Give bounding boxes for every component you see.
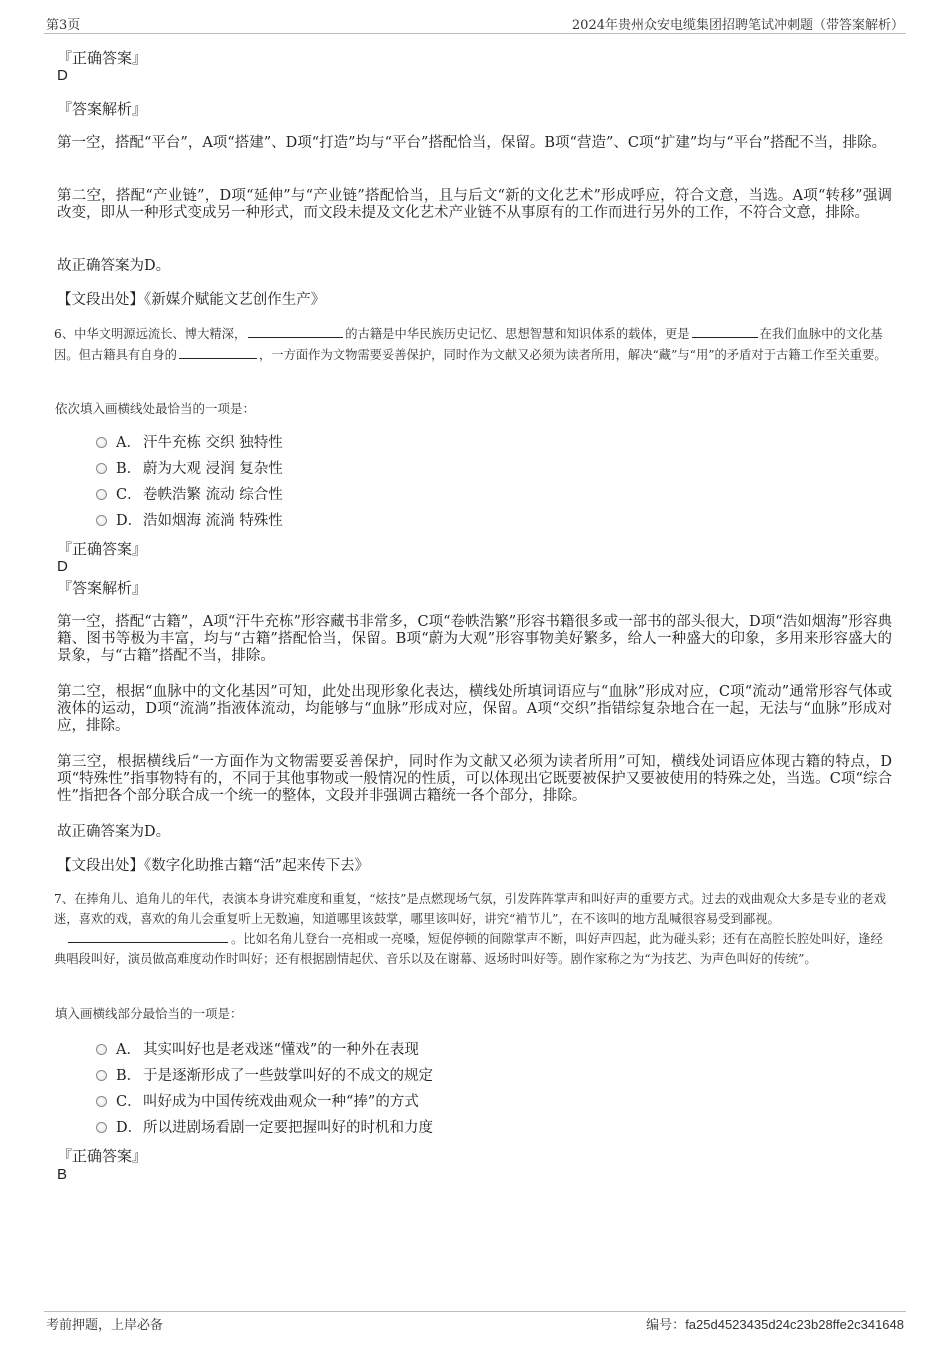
- option-d[interactable]: D．浩如烟海 流淌 特殊性: [96, 511, 283, 531]
- analysis-paragraph: 第二空，搭配“产业链”，D项“延伸”与“产业链”搭配恰当，且与后文“新的文化艺术”形成呼应，符合文意，当选。A项“转移”强调改变，即从一种形式变成另一种形式，而文段未提及文化艺术产业链不从事原有的工作而进行另外的工作，不符合文意，排除。: [57, 188, 892, 221]
- question-stem: 7、在捧角儿、追角儿的年代，表演本身讲究难度和重复，“炫技”是点燃现场气氛，引发阵阵掌声和叫好声的重要方式。过去的戏曲观众大多是专业的老戏迷，喜欢的戏，喜欢的角儿会重复听上无数遍，知道哪里该鼓掌，哪里该叫好，讲究“褃节儿”，在不该叫的地方乱喊很容易受到鄙视。。比如名角儿登台一亮相或一亮嗓，短促停顿的间隙掌声不断，叫好声四起，此为碰头彩；还有在高腔长腔处叫好，逢经典唱段叫好，演员做高难度动作时叫好；还有根据剧情起伏、音乐以及在谢幕、返场时叫好等。剧作家称之为“为技艺、为声色叫好的传统”。: [54, 892, 886, 966]
- blank-line: [248, 324, 343, 338]
- analysis-conclusion: 故正确答案为D。: [57, 824, 171, 840]
- passage-source: 【文段出处】《数字化助推古籍“活”起来传下去》: [57, 858, 370, 874]
- option-b[interactable]: B． 于是逐渐形成了一些鼓掌叫好的不成文的规定: [96, 1066, 433, 1086]
- analysis-paragraph: 第一空，搭配“平台”，A项“搭建”、D项“打造”均与“平台”搭配恰当，保留。B项“营造”、C项“扩建”均与“平台”搭配不当，排除。: [57, 135, 887, 151]
- answer-label: 『正确答案』: [57, 49, 148, 67]
- answer-value: B: [57, 1166, 68, 1183]
- analysis-paragraph: 第二空，根据“血脉中的文化基因”可知，此处出现形象化表达，横线处所填词语应与“血脉”形成对应，C项“流动”通常形容气体或液体的运动，D项“流淌”指液体流动，均能够与“血脉”形成对应，保留。A项“交织”指错综复杂地合在一起，无法与“血脉”形成对应，排除。: [57, 684, 892, 734]
- option-c[interactable]: C．卷帙浩繁 流动 综合性: [96, 485, 283, 505]
- question-stem: 6、中华文明源远流长、博大精深， 的古籍是中华民族历史记忆、思想智慧和知识体系的载体，更是 在我们血脉中的文化基因。但古籍具有自身的 ，一方面作为文物需要妥善保护，同时作为文献又必须为读者所用，解决“藏”与“用”的矛盾对于古籍工作至关重要。: [54, 324, 894, 365]
- radio-icon[interactable]: [96, 1070, 107, 1081]
- option-a[interactable]: A． 汗牛充栋 交织 独特性: [96, 433, 283, 453]
- page-number: 第3页: [46, 18, 81, 33]
- page-header: [44, 13, 906, 34]
- option-c[interactable]: C．叫好成为中国传统戏曲观众一种“捧”的方式: [96, 1092, 419, 1112]
- footer-divider: [44, 1311, 906, 1312]
- answer-label: 『正确答案』: [57, 1147, 148, 1165]
- analysis-label: 『答案解析』: [57, 579, 148, 597]
- radio-icon[interactable]: [96, 437, 107, 448]
- radio-icon[interactable]: [96, 463, 107, 474]
- question-instruction: 依次填入画横线处最恰当的一项是：: [55, 401, 256, 416]
- question-instruction: 填入画横线部分最恰当的一项是：: [55, 1006, 243, 1021]
- answer-value: D: [57, 67, 68, 84]
- footer-id: 编号：fa25d4523435d24c23b28ffe2c341648: [646, 1317, 904, 1333]
- blank-line: [692, 324, 758, 338]
- radio-icon[interactable]: [96, 1096, 107, 1107]
- analysis-label: 『答案解析』: [57, 100, 148, 118]
- radio-icon[interactable]: [96, 515, 107, 526]
- analysis-conclusion: 故正确答案为D。: [57, 258, 171, 274]
- radio-icon[interactable]: [96, 489, 107, 500]
- footer-slogan: 考前押题，上岸必备: [46, 1318, 164, 1333]
- passage-source: 【文段出处】《新媒介赋能文艺创作生产》: [57, 292, 326, 308]
- analysis-paragraph: 第三空，根据横线后“一方面作为文物需要妥善保护，同时作为文献又必须为读者所用”可知，横线处词语应体现古籍的特点，D项“特殊性”指事物特有的，不同于其他事物或一般情况的性质，可以体现出它既要被保护又要被使用的特殊之处，当选。C项“综合性”指把各个部分联合成一个统一的整体，文段并非强调古籍统一各个部分，排除。: [57, 754, 892, 804]
- document-title: 2024年贵州众安电缆集团招聘笔试冲刺题（带答案解析）: [571, 18, 904, 33]
- option-a[interactable]: A． 其实叫好也是老戏迷“懂戏”的一种外在表现: [96, 1040, 419, 1060]
- blank-line: [68, 929, 228, 943]
- blank-line: [179, 345, 257, 359]
- radio-icon[interactable]: [96, 1044, 107, 1055]
- option-b[interactable]: B． 蔚为大观 浸润 复杂性: [96, 459, 283, 479]
- analysis-paragraph: 第一空，搭配“古籍”，A项“汗牛充栋”形容藏书非常多，C项“卷帙浩繁”形容书籍很多或一部书的部头很大，D项“浩如烟海”形容典籍、图书等极为丰富，均与“古籍”搭配恰当，保留。B项“蔚为大观”形容事物美好繁多，给人一种盛大的印象，多用来形容盛大的景象，与“古籍”搭配不当，排除。: [57, 614, 892, 664]
- option-d[interactable]: D．所以进剧场看剧一定要把握叫好的时机和力度: [96, 1118, 433, 1138]
- radio-icon[interactable]: [96, 1122, 107, 1133]
- answer-label: 『正确答案』: [57, 540, 148, 558]
- answer-value: D: [57, 558, 68, 575]
